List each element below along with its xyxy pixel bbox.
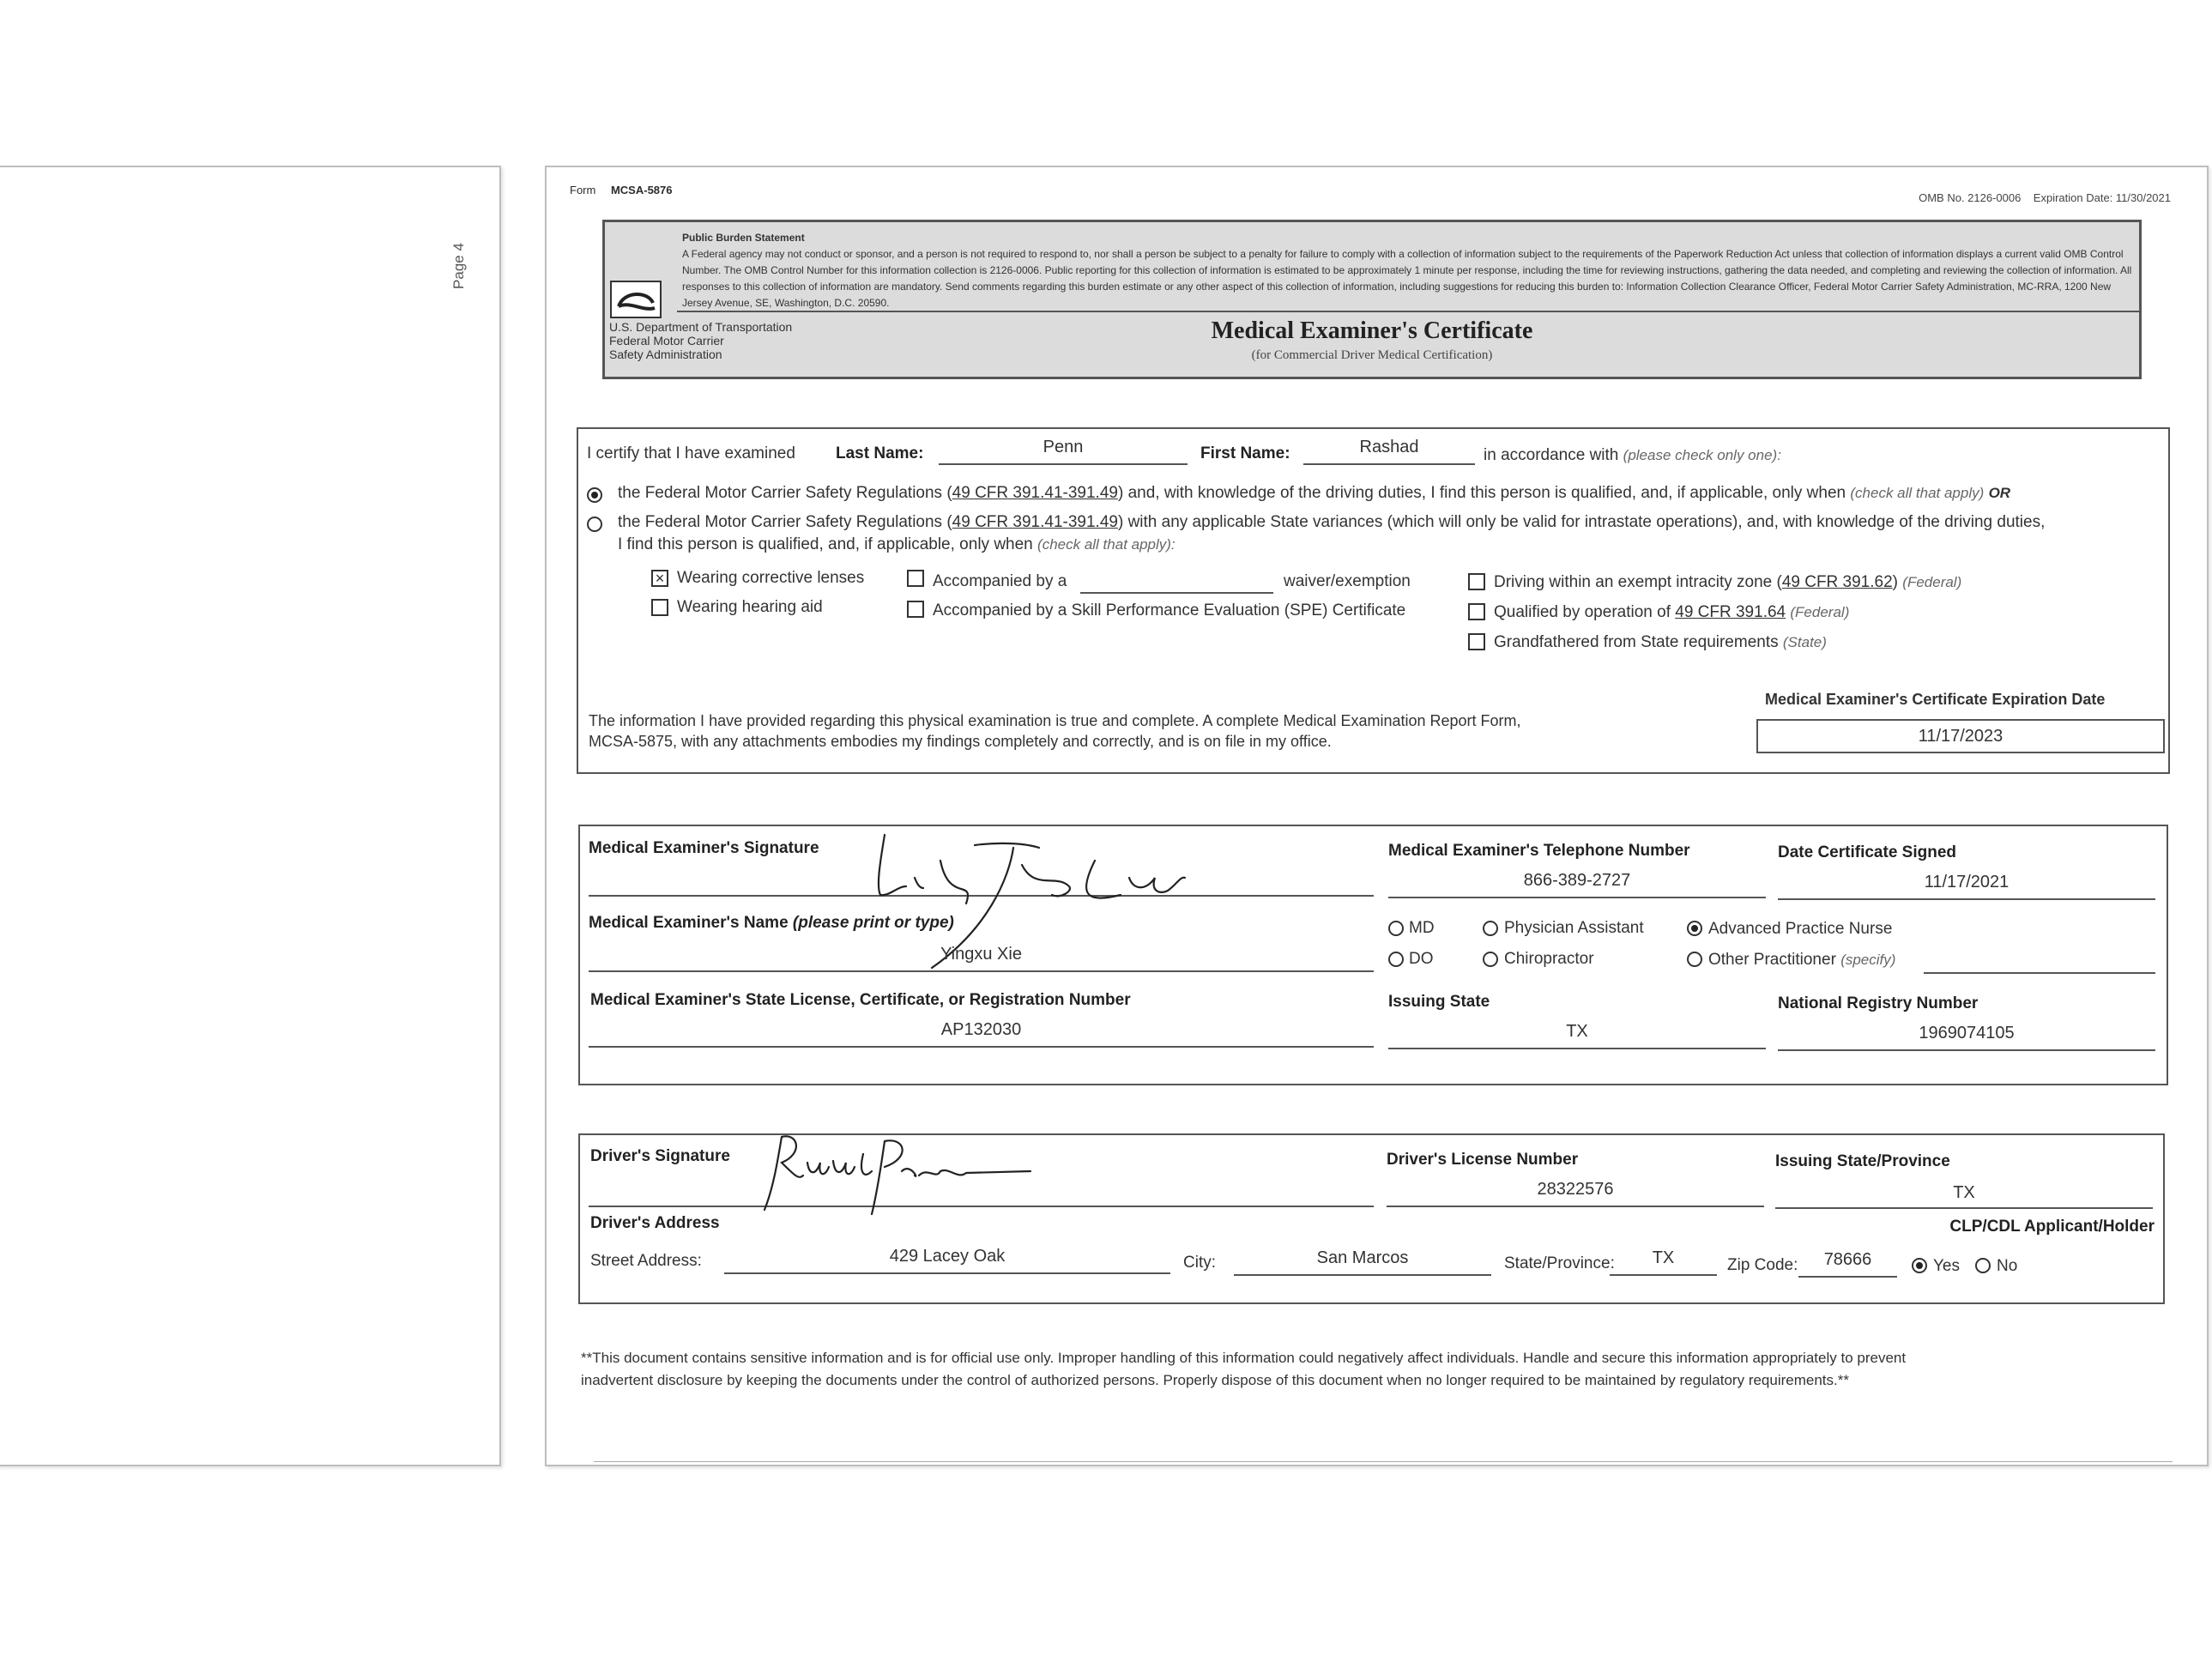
city-label: City: [1183,1254,1216,1272]
examiner-name-value[interactable]: Yingxu Xie [940,945,1022,964]
state-variances-radio[interactable] [587,517,602,532]
omb-number: OMB No. 2126-0006 Expiration Date: 11/30/2021 [1919,191,2171,204]
license-number-value[interactable]: AP132030 [940,1020,1022,1039]
other-practitioner-label: Other Practitioner (specify) [1708,951,1896,969]
hearing-aid-label: Wearing hearing aid [677,598,823,616]
physician-assistant-radio[interactable] [1483,921,1498,936]
header-divider [677,311,2139,312]
form-number: MCSA-5876 [610,184,673,196]
option-federal: the Federal Motor Carrier Safety Regulations (49 CFR 391.41-391.49) and, with knowledge of the driving duties, I find this person is qualified, and, if applicable, only when (check all that apply) OR [618,484,2011,502]
cfr-link-2[interactable]: 49 CFR 391.41-391.49 [952,513,1118,531]
street-value[interactable]: 429 Lacey Oak [889,1247,1006,1266]
examiner-section [578,825,2168,1085]
corrective-lenses-checkbox[interactable]: × [651,570,668,587]
public-burden-text: A Federal agency may not conduct or sponsor, and a person is not required to respond to, nor shall a person be subject to a penalty for failure to comply with a collection of information subject to the requirements of the Paperwork Reduction Act unless that collection of information displays a current valid OMB Control Number. The OMB Control Number for this information collection is 2126-0006. Public reporting for this collection of information is estimated to be approximately 1 minute per response, including the time for reviewing instructions, gathering the data needed, and completing and reviewing the collection of information. All responses to this collection of information are mandatory. Send comments regarding this burden estimate or any other aspect of this collection of information, including suggestions for reducing this burden to: Information Collection Clearance Officer, Federal Motor Carrier Safety Administration, MC-RRA, 1200 New Jersey Avenue, SE, Washington, D.C. 20590. [682,248,2132,309]
waiver-exemption-label: waiver/exemption [1284,572,1411,590]
license-number-label: Medical Examiner's State License, Certificate, or Registration Number [590,991,1131,1009]
state-value[interactable]: TX [1652,1248,1675,1267]
previous-page [0,166,501,1466]
public-burden-title: Public Burden Statement [682,232,805,244]
first-name-label: First Name: [1200,444,1290,462]
street-label: Street Address: [590,1252,702,1270]
cfr-link-qualified[interactable]: 49 CFR 391.64 [1675,603,1786,621]
grandfathered-label: Grandfathered from State requirements (State) [1494,633,1827,651]
cfr-link-intracity[interactable]: 49 CFR 391.62 [1781,573,1893,591]
registry-number-label: National Registry Number [1778,994,1979,1012]
advanced-practice-nurse-radio[interactable] [1687,921,1702,936]
date-signed-value[interactable]: 11/17/2021 [1924,873,2010,891]
spe-certificate-checkbox[interactable] [907,601,924,618]
public-burden-statement [682,230,2132,311]
certification-section: I certify that I have examined Last Name: Penn First Name: Rashad in accordance with (please check only one): the Federal Motor Carrier Safety Regulations (49 CFR 391.41-391.49) and, with knowledge of the driving duties, I find this person is qualified, and, if applicable, only when (check all that apply) OR the Federal Motor Carrier Safety Regulations (49 CFR 391.41-391.49) with any applicable State variances (which will only be valid for intrastate operations), and, with knowledge of the driving duties, I find this person is qualified, and, if applicable, only when (check all that apply): × Wearing corrective lenses Wearing hearing aid Accompanied by a waiver/exemption Accompanied by a Skill Performance Evaluation (SPE) Certificate Driving within an exempt intracity zone (49 CFR 391.62) (Federal) Qualified by operation of 49 CFR 391.64 (Federal) Grandfathered from State requirements (State) The information I have provided regarding this physical examination is true and complete. A complete Medical Examination Report Form, MCSA-5875, with any attachments embodies my findings completely and correctly, and is on file in my office. Medical Examiner's Certificate Expiration Date 11/17/2023 [577,427,2170,774]
phone-value[interactable]: 866-389-2727 [1523,871,1631,890]
clp-yes-label: Yes [1933,1257,1960,1275]
zip-value[interactable]: 78666 [1823,1250,1872,1269]
intracity-zone-label: Driving within an exempt intracity zone (49 CFR 391.62) (Federal) [1494,573,1962,591]
form-page [545,166,2209,1466]
intracity-zone-checkbox[interactable] [1468,573,1485,590]
zip-label: Zip Code: [1727,1256,1798,1274]
chiropractor-label: Chiropractor [1504,950,1594,968]
dot-logo-icon [610,281,662,318]
do-radio[interactable] [1388,952,1404,967]
header-box [602,220,2142,379]
statement-line-2: MCSA-5875, with any attachments embodies my findings completely and correctly, and is on file in my office. [589,733,1332,750]
phone-label: Medical Examiner's Telephone Number [1388,842,1690,860]
driver-license-value[interactable]: 28322576 [1537,1180,1614,1199]
federal-regulations-radio[interactable] [587,487,602,503]
driver-section [578,1133,2165,1304]
expiration-date-value[interactable]: 11/17/2023 [1918,727,2003,746]
issuing-province-value[interactable]: TX [1953,1183,1975,1202]
last-name-label: Last Name: [836,444,924,462]
accompanied-waiver-label: Accompanied by a [933,572,1067,590]
certify-intro: I certify that I have examined [587,444,795,462]
examiner-signature-label: Medical Examiner's Signature [589,839,819,857]
driver-signature [756,1128,1048,1223]
state-label: State/Province: [1504,1254,1615,1272]
driver-address-label: Driver's Address [590,1214,720,1232]
certificate-subtitle: (for Commercial Driver Medical Certification) [1251,348,1493,362]
issuing-province-label: Issuing State/Province [1775,1152,1950,1170]
issuing-state-label: Issuing State [1388,993,1490,1011]
examiner-name-label: Medical Examiner's Name (please print or type) [589,914,954,932]
form-label: Form [570,184,596,196]
md-label: MD [1409,919,1435,937]
driver-license-label: Driver's License Number [1387,1151,1579,1169]
other-practitioner-radio[interactable] [1687,952,1702,967]
advanced-practice-nurse-label: Advanced Practice Nurse [1708,920,1893,938]
qualified-operation-checkbox[interactable] [1468,603,1485,620]
clp-no-radio[interactable] [1975,1258,1991,1273]
chiropractor-radio[interactable] [1483,952,1498,967]
corrective-lenses-label: Wearing corrective lenses [677,569,865,587]
expiration-date-label: Medical Examiner's Certificate Expiration Date [1765,691,2106,708]
option-state-variances: the Federal Motor Carrier Safety Regulations (49 CFR 391.41-391.49) with any applicable State variances (which will only be valid for intrastate operations), and, with knowledge of the driving duties, [618,513,2046,531]
clp-cdl-label: CLP/CDL Applicant/Holder [1949,1218,2155,1236]
statement-line-1: The information I have provided regarding this physical examination is true and complete. A complete Medical Examination Report Form, [589,712,1521,729]
physician-assistant-label: Physician Assistant [1504,919,1644,937]
last-name-value[interactable]: Penn [1043,438,1084,456]
issuing-state-value[interactable]: TX [1566,1022,1588,1041]
accordance-text: in accordance with [1484,446,1619,464]
md-radio[interactable] [1388,921,1404,936]
city-value[interactable]: San Marcos [1316,1248,1409,1267]
sensitive-info-notice: **This document contains sensitive information and is for official use only. Improper handling of this information could negatively affect individuals. Handle and secure this information appropriately to prevent inadvertent disclosure by keeping the documents under the control of authorized persons. Properly dispose of this document when no longer required to be maintained by regulatory requirements.** [581,1350,1907,1388]
certificate-title: Medical Examiner's Certificate [1211,317,1533,344]
spe-certificate-label: Accompanied by a Skill Performance Evaluation (SPE) Certificate [933,601,1406,619]
accordance-note: (please check only one): [1623,447,1781,463]
first-name-value[interactable]: Rashad [1359,438,1419,456]
do-label: DO [1409,950,1434,968]
driver-signature-label: Driver's Signature [590,1147,730,1165]
cfr-link-1[interactable]: 49 CFR 391.41-391.49 [952,484,1118,502]
grandfathered-checkbox[interactable] [1468,633,1485,650]
clp-no-label: No [1997,1257,2018,1275]
date-signed-label: Date Certificate Signed [1778,843,1956,861]
hearing-aid-checkbox[interactable] [651,599,668,616]
agency-name: U.S. Department of Transportation Federal Motor Carrier Safety Administration [609,320,793,361]
previous-page-label: Page 4 [450,243,467,289]
clp-yes-radio[interactable] [1912,1258,1927,1273]
waiver-checkbox[interactable] [907,570,924,587]
qualified-operation-label: Qualified by operation of 49 CFR 391.64 (Federal) [1494,603,1850,621]
registry-number-value[interactable]: 1969074105 [1919,1024,2015,1042]
